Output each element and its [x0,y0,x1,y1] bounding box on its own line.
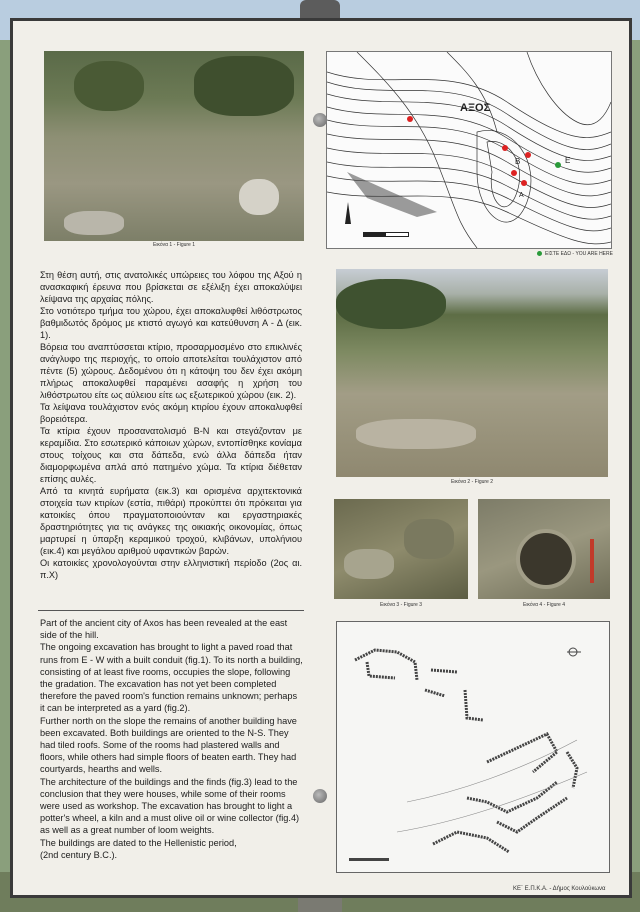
map-title: ΑΞΟΣ [460,102,491,114]
red-dot-marker [502,145,508,151]
red-dot-marker [525,152,531,158]
red-dot-marker [511,170,517,176]
you-are-here-dot [555,162,561,168]
map-marker-b: B [515,157,521,166]
footer-credit: ΚΕ΄ Ε.Π.Κ.Α. - Δήμος Κουλούκωνα [513,886,606,892]
figure-2-caption: Εικόνα 2 - Figure 2 [450,479,493,485]
you-are-here-legend: ΕΙΣΤΕ ΕΔΩ - YOU ARE HERE [545,251,613,257]
figure-3-caption: Εικόνα 3 - Figure 3 [379,602,422,608]
greek-text [40,269,302,581]
greek-paragraph: Τα λείψανα τουλάχιστον ενός ακόμη κτιρίου έχουν αποκαλυφθεί βορειότερα. [40,402,302,424]
figure-1-photo [44,51,304,241]
red-dot-marker [407,116,413,122]
map-marker-a: A [519,192,524,199]
sign-post-top [300,0,340,20]
figure-1-caption: Εικόνα 1 - Figure 1 [152,242,195,248]
english-paragraph: The ongoing excavation has brought to light a paved road that runs from E - W with a built conduit (fig.1). To its north a building, consisting of at least five rooms, occupies the slope, following the gradation. The excavation has not yet been completed therefore the paved room's function remains unknown; perhaps it can be interpreted as a yard (fig.2). [40,642,303,714]
figure-3-photo [334,499,468,599]
english-paragraph: The architecture of the buildings and the finds (fig.3) lead to the conclusion that they were houses, while some of their rooms were used as workshop. The excavation has brought to light a potter's wheel, a kiln and a must olive oil or wine collector (fig.4) as well as a great number of loom weights. [40,776,300,836]
english-paragraph: Part of the ancient city of Axos has been revealed at the east side of the hill. [40,618,288,641]
you-are-here-legend-dot [537,251,542,256]
figure-4-caption: Εικόνα 4 - Figure 4 [522,602,565,608]
bolt [313,113,327,127]
greek-paragraph: Στη θέση αυτή, στις ανατολικές υπώρειες του λόφου της Αξού η ανασκαφική έρευνα που βρίσκεται σε εξέλιξη έχει αποκαλύψει λείψανα της αρχαίας πόλης. [40,270,302,304]
figure-2-photo [336,269,608,477]
site-map [326,51,612,249]
greek-paragraph: Τα κτίρια έχουν προσανατολισμό Β-Ν και στεγάζονταν με κεραμίδια. Στο εσωτερικό κάποιων χώρων, εντοπίσθηκε κονίαμα στους τοίχους και στα δάπεδα, ενώ άλλα δάπεδα ήταν διαμορφωμένα απλά από πατημένο χώμα. Τα κτίρια διέθεταν επίσης αυλές. [40,426,302,484]
section-divider [38,610,304,611]
english-paragraph: Further north on the slope the remains of another building have been excavated. Both buildings are oriented to the N-S. They had tiled roofs. Some of the rooms had plastered walls and floors, while others had simple floors of beaten earth. They had courtyards, hearths and wells. [40,715,297,775]
site-plan-drawing [337,622,609,872]
english-paragraph: (2nd century B.C.). [40,849,118,860]
english-text [40,617,304,861]
bolt [313,789,327,803]
figure-4-photo [478,499,610,599]
english-paragraph: The buildings are dated to the Hellenistic period, [40,837,237,848]
greek-paragraph: Από τα κινητά ευρήματα (εικ.3) και ορισμένα αρχιτεκτονικά στοιχεία των κτιρίων (εστία, πιθάρι) προκύπτει ότι πρόκειται για κατοικίες όπου πραγματοποιούνταν και εργαστηριακές δραστηριότητες για τις ανάγκες της οικιακής οικονομίας, όπως μαρτυρεί η ύπαρξη κεραμικού τροχού, κλιβάνων, υπολήνιου (εικ.4) και μεγάλου αριθμού υφαντικών βαρών. [40,486,302,556]
contour-lines [327,52,611,248]
map-scale-bar [363,232,409,237]
greek-paragraph: Βόρεια του αναπτύσσεται κτίριο, προσαρμοσμένο στο επικλινές ανάγλυφο της περιοχής, το οποίο αποτελείται τουλάχιστον από πέντε (5) χώρους. Δεδομένου ότι η κάτοψη του δεν έχει ακόμη πλήρως αποκαλυφθεί παραμένει ασαφής η χρήση του λιθόστρωτου είτε ως αύλειου είτε ως εξωτερικού χώρου (εικ. 2). [40,342,302,400]
information-board [10,18,632,898]
north-arrow-icon [345,202,351,224]
site-plan [336,621,610,873]
map-marker-e: E [565,156,571,165]
greek-paragraph: Στο νοτιότερο τμήμα του χώρου, έχει αποκαλυφθεί λιθόστρωτος βαθμιδωτός δρόμος με κτιστό αγωγό και κατεύθυνση Α - Δ (εικ. 1). [40,306,302,340]
greek-paragraph: Οι κατοικίες χρονολογούνται στην ελληνιστική περίοδο (2ος αι. π.Χ) [40,558,302,580]
red-dot-marker [521,180,527,186]
